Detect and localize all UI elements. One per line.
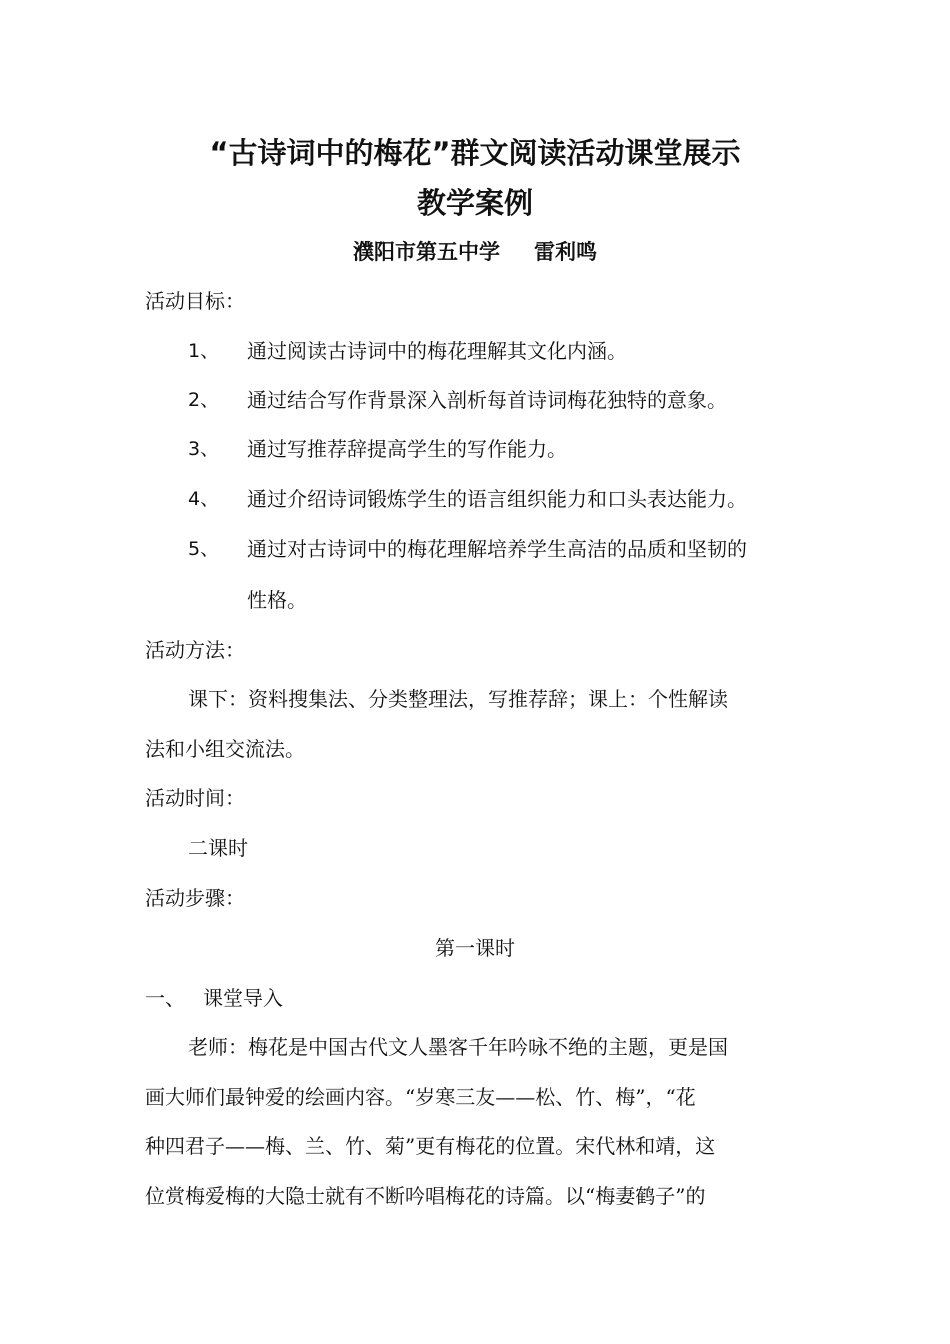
goal-number: 2、 (188, 389, 220, 411)
lesson-title: 第一课时 (435, 936, 515, 960)
time-value: 二课时 (188, 836, 248, 860)
goals-heading: 活动目标： (145, 289, 245, 313)
paragraph-line: 老师：梅花是中国古代文人墨客千年吟咏不绝的主题，更是国 (188, 1035, 728, 1059)
paragraph-line: 种四君子——梅、兰、竹、菊”更有梅花的位置。宋代林和靖，这 (145, 1134, 716, 1158)
author-school: 濮阳市第五中学 (353, 240, 500, 264)
method-text-line1: 课下：资料搜集法、分类整理法，写推荐辞；课上：个性解读 (188, 687, 728, 711)
paragraph-line: 画大师们最钟爱的绘画内容。“岁寒三友——松、竹、梅”，“花 (145, 1085, 696, 1109)
method-heading: 活动方法： (145, 638, 245, 662)
section-number: 一、 (145, 986, 185, 1010)
goal-text: 通过结合写作背景深入剖析每首诗词梅花独特的意象。 (247, 388, 727, 412)
document-title-line2: 教学案例 (416, 186, 533, 220)
method-text-line2: 法和小组交流法。 (145, 737, 305, 761)
author-name: 雷利鸣 (534, 240, 597, 264)
paragraph-line: 位赏梅爱梅的大隐士就有不断吟唱梅花的诗篇。以“梅妻鹤子”的 (145, 1184, 706, 1208)
goal-text: 通过对古诗词中的梅花理解培养学生高洁的品质和坚韧的 (247, 537, 747, 561)
section-title: 课堂导入 (203, 986, 283, 1010)
author-line (0, 236, 950, 266)
goal-text: 通过写推荐辞提高学生的写作能力。 (247, 437, 567, 461)
goal-text: 通过介绍诗词锻炼学生的语言组织能力和口头表达能力。 (247, 487, 747, 511)
time-heading: 活动时间： (145, 786, 245, 810)
steps-heading: 活动步骤： (145, 886, 245, 910)
goal-number: 4、 (188, 488, 220, 510)
goal-number: 1、 (188, 340, 220, 362)
goal-text: 通过阅读古诗词中的梅花理解其文化内涵。 (247, 339, 627, 363)
document-title-line1: “古诗词中的梅花”群文阅读活动课堂展示 (209, 136, 741, 170)
goal-number: 3、 (188, 438, 220, 460)
goal-number: 5、 (188, 538, 220, 560)
goal-text-continuation: 性格。 (247, 588, 307, 612)
